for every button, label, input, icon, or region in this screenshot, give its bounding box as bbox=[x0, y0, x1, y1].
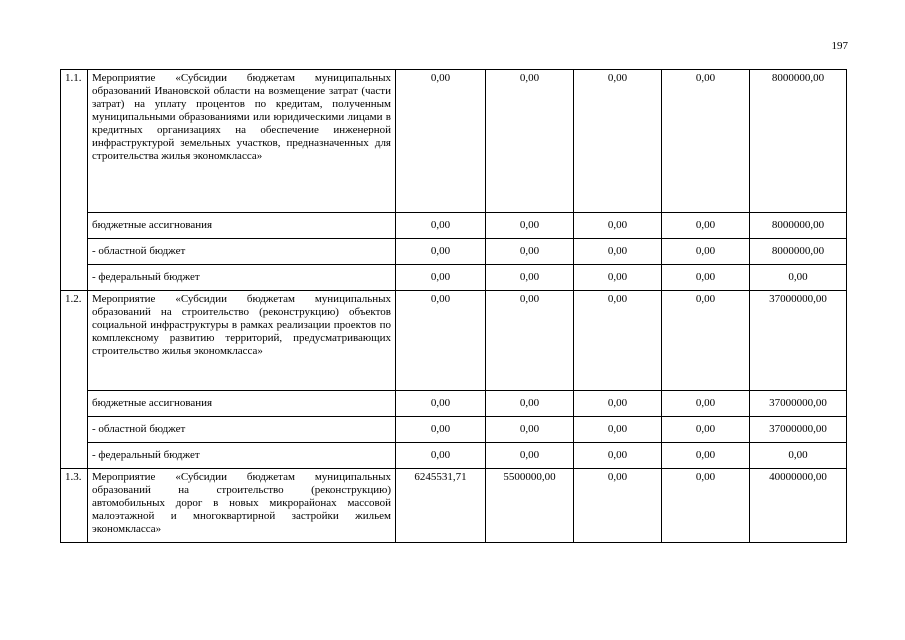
value-cell: 0,00 bbox=[486, 291, 574, 391]
value-cell: 8000000,00 bbox=[750, 70, 847, 213]
row-number: 1.2. bbox=[61, 291, 88, 469]
table-subrow bbox=[61, 265, 847, 291]
value-cell: 0,00 bbox=[396, 239, 486, 265]
value-cell: 0,00 bbox=[486, 70, 574, 213]
table-row bbox=[61, 70, 847, 213]
budget-table bbox=[60, 69, 847, 543]
value-cell: 0,00 bbox=[486, 443, 574, 469]
value-cell: 0,00 bbox=[396, 70, 486, 213]
subrow-label: - областной бюджет bbox=[88, 417, 396, 443]
subrow-label: бюджетные ассигнования bbox=[88, 391, 396, 417]
value-cell: 0,00 bbox=[396, 417, 486, 443]
subrow-label: - федеральный бюджет bbox=[88, 443, 396, 469]
row-number: 1.1. bbox=[61, 70, 88, 291]
table-subrow bbox=[61, 213, 847, 239]
value-cell: 0,00 bbox=[396, 213, 486, 239]
value-cell: 8000000,00 bbox=[750, 213, 847, 239]
table-subrow bbox=[61, 239, 847, 265]
value-cell: 0,00 bbox=[662, 239, 750, 265]
value-cell: 0,00 bbox=[662, 213, 750, 239]
value-cell: 0,00 bbox=[574, 291, 662, 391]
value-cell: 0,00 bbox=[574, 213, 662, 239]
page-number: 197 bbox=[831, 40, 848, 52]
subrow-label: бюджетные ассигнования bbox=[88, 213, 396, 239]
value-cell: 37000000,00 bbox=[750, 391, 847, 417]
value-cell: 0,00 bbox=[486, 391, 574, 417]
value-cell: 0,00 bbox=[396, 391, 486, 417]
table-row bbox=[61, 291, 847, 391]
value-cell: 0,00 bbox=[574, 239, 662, 265]
row-description: Мероприятие «Субсидии бюджетам муниципальных образований на строительство (реконструкцию) объектов социальной инфраструктуры в рамках реализации проектов по комплексному развитию территорий, предусматривающих строительство жилья экономкласса» bbox=[88, 291, 396, 391]
value-cell: 0,00 bbox=[662, 70, 750, 213]
value-cell: 0,00 bbox=[662, 417, 750, 443]
value-cell: 0,00 bbox=[574, 70, 662, 213]
value-cell: 40000000,00 bbox=[750, 469, 847, 543]
value-cell: 8000000,00 bbox=[750, 239, 847, 265]
table-row bbox=[61, 469, 847, 543]
value-cell: 37000000,00 bbox=[750, 291, 847, 391]
value-cell: 0,00 bbox=[662, 291, 750, 391]
table-subrow bbox=[61, 417, 847, 443]
row-description: Мероприятие «Субсидии бюджетам муниципальных образований Ивановской области на возмещение затрат (части затрат) на уплату процентов по кредитам, полученным муниципальными образованиями или юридическими лицами в кредитных организациях на обеспечение инженерной инфраструктурой земельных участков, предназначенных для строительства жилья экономкласса» bbox=[88, 70, 396, 213]
value-cell: 0,00 bbox=[396, 443, 486, 469]
value-cell: 6245531,71 bbox=[396, 469, 486, 543]
row-number: 1.3. bbox=[61, 469, 88, 543]
value-cell: 0,00 bbox=[486, 213, 574, 239]
value-cell: 0,00 bbox=[750, 443, 847, 469]
value-cell: 0,00 bbox=[574, 391, 662, 417]
value-cell: 0,00 bbox=[574, 417, 662, 443]
value-cell: 0,00 bbox=[574, 469, 662, 543]
value-cell: 0,00 bbox=[574, 443, 662, 469]
value-cell: 0,00 bbox=[486, 239, 574, 265]
table-subrow bbox=[61, 443, 847, 469]
value-cell: 0,00 bbox=[662, 265, 750, 291]
value-cell: 0,00 bbox=[662, 391, 750, 417]
value-cell: 0,00 bbox=[662, 443, 750, 469]
subrow-label: - областной бюджет bbox=[88, 239, 396, 265]
value-cell: 0,00 bbox=[750, 265, 847, 291]
subrow-label: - федеральный бюджет bbox=[88, 265, 396, 291]
value-cell: 0,00 bbox=[662, 469, 750, 543]
row-description: Мероприятие «Субсидии бюджетам муниципальных образований на строительство (реконструкцию) автомобильных дорог в новых микрорайонах массовой малоэтажной и многоквартирной застройки жильем экономкласса» bbox=[88, 469, 396, 543]
value-cell: 0,00 bbox=[574, 265, 662, 291]
value-cell: 37000000,00 bbox=[750, 417, 847, 443]
table-subrow bbox=[61, 391, 847, 417]
value-cell: 0,00 bbox=[396, 291, 486, 391]
value-cell: 0,00 bbox=[486, 417, 574, 443]
value-cell: 0,00 bbox=[486, 265, 574, 291]
value-cell: 5500000,00 bbox=[486, 469, 574, 543]
value-cell: 0,00 bbox=[396, 265, 486, 291]
